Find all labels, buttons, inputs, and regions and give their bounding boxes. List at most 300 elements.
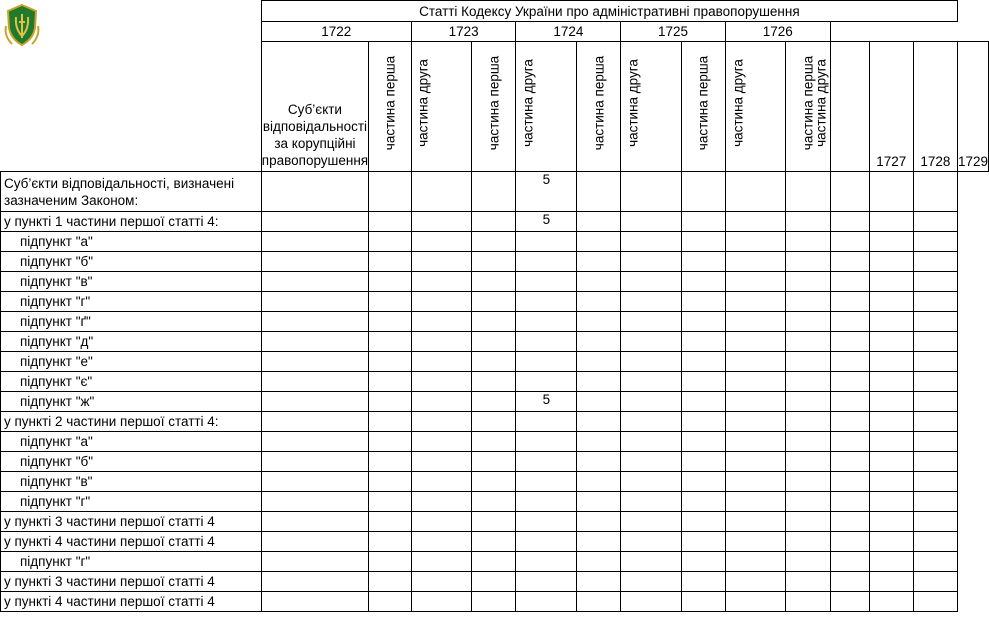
table-cell bbox=[369, 352, 412, 372]
table-cell bbox=[369, 572, 412, 592]
part-label: частина друга bbox=[415, 59, 431, 147]
table-cell bbox=[577, 592, 621, 612]
table-cell bbox=[830, 512, 869, 532]
table-cell bbox=[681, 512, 725, 532]
table-cell bbox=[621, 452, 681, 472]
table-cell bbox=[369, 512, 412, 532]
table-cell bbox=[869, 532, 913, 552]
table-row bbox=[1, 552, 989, 572]
table-cell bbox=[472, 172, 516, 212]
table-cell bbox=[261, 292, 368, 312]
table-cell bbox=[725, 552, 785, 572]
table-cell bbox=[681, 412, 725, 432]
table-cell bbox=[725, 412, 785, 432]
table-row bbox=[1, 532, 989, 552]
table-cell bbox=[786, 532, 830, 552]
table-cell bbox=[516, 232, 577, 252]
table-cell bbox=[472, 572, 516, 592]
table-cell bbox=[621, 212, 681, 232]
table-cell bbox=[830, 212, 869, 232]
table-cell bbox=[369, 472, 412, 492]
table-cell bbox=[786, 492, 830, 512]
table-cell bbox=[725, 212, 785, 232]
table-cell bbox=[681, 372, 725, 392]
table-cell bbox=[472, 272, 516, 292]
article-header: 1722 bbox=[261, 22, 411, 42]
table-cell bbox=[681, 472, 725, 492]
table-cell bbox=[869, 552, 913, 572]
table-cell bbox=[681, 572, 725, 592]
table-cell bbox=[577, 332, 621, 352]
table-cell bbox=[786, 172, 830, 212]
table-cell bbox=[261, 592, 368, 612]
table-cell bbox=[681, 532, 725, 552]
table-cell bbox=[369, 392, 412, 412]
table-cell bbox=[369, 432, 412, 452]
table-cell bbox=[516, 252, 577, 272]
table-cell bbox=[681, 292, 725, 312]
part-label: частина друга bbox=[520, 59, 536, 147]
table-cell bbox=[472, 492, 516, 512]
table-cell bbox=[369, 412, 412, 432]
table-cell bbox=[472, 472, 516, 492]
table-cell bbox=[516, 472, 577, 492]
table-cell bbox=[261, 312, 368, 332]
table-cell bbox=[411, 392, 471, 412]
table-cell bbox=[577, 492, 621, 512]
table-cell bbox=[516, 552, 577, 572]
table-cell bbox=[725, 332, 785, 352]
row-label: підпункт "б" bbox=[1, 452, 262, 472]
table-cell bbox=[411, 572, 471, 592]
table-cell bbox=[411, 332, 471, 352]
table-cell bbox=[261, 392, 368, 412]
table-cell bbox=[681, 232, 725, 252]
table-cell bbox=[869, 172, 913, 212]
table-row bbox=[1, 512, 989, 532]
table-row bbox=[1, 372, 989, 392]
table-cell bbox=[913, 432, 957, 452]
table-cell bbox=[261, 372, 368, 392]
table-cell bbox=[472, 592, 516, 612]
table-cell bbox=[681, 432, 725, 452]
table-cell bbox=[869, 332, 913, 352]
table-cell bbox=[725, 312, 785, 332]
table-cell bbox=[725, 572, 785, 592]
table-cell bbox=[369, 172, 412, 212]
table-cell bbox=[913, 332, 957, 352]
table-row bbox=[1, 312, 989, 332]
table-cell bbox=[913, 392, 957, 412]
table-cell bbox=[411, 532, 471, 552]
table-cell bbox=[621, 332, 681, 352]
row-header-label: Суб’єкти відповідальності за корупційні правопорушення bbox=[261, 42, 368, 172]
table-cell bbox=[472, 412, 516, 432]
table-cell bbox=[869, 572, 913, 592]
table-cell bbox=[516, 292, 577, 312]
table-cell bbox=[681, 272, 725, 292]
table-cell bbox=[725, 512, 785, 532]
table-cell bbox=[516, 412, 577, 432]
table-cell bbox=[786, 212, 830, 232]
table-row bbox=[1, 572, 989, 592]
table-cell bbox=[369, 592, 412, 612]
table-cell bbox=[786, 252, 830, 272]
table-cell bbox=[621, 312, 681, 332]
table-cell bbox=[411, 352, 471, 372]
table-cell bbox=[261, 232, 368, 252]
row-label: у пункті 3 частини першої статті 4 bbox=[1, 512, 262, 532]
table-cell bbox=[472, 512, 516, 532]
table-cell bbox=[516, 312, 577, 332]
table-cell bbox=[261, 272, 368, 292]
table-cell bbox=[577, 472, 621, 492]
part-one-header bbox=[577, 42, 621, 172]
table-cell: 5 bbox=[516, 392, 577, 412]
table-cell bbox=[830, 412, 869, 432]
table-cell bbox=[786, 412, 830, 432]
part-one-header bbox=[369, 42, 412, 172]
table-row bbox=[1, 472, 989, 492]
table-cell bbox=[830, 572, 869, 592]
part-label: частина друга bbox=[813, 59, 829, 147]
table-cell bbox=[411, 452, 471, 472]
table-cell bbox=[830, 352, 869, 372]
table-cell bbox=[913, 352, 957, 372]
table-cell bbox=[830, 472, 869, 492]
row-label: підпункт "б" bbox=[1, 252, 262, 272]
table-cell bbox=[725, 252, 785, 272]
table-cell bbox=[411, 412, 471, 432]
table-cell bbox=[830, 252, 869, 272]
table-cell bbox=[869, 372, 913, 392]
table-cell bbox=[516, 572, 577, 592]
table-cell bbox=[913, 572, 957, 592]
table-cell bbox=[411, 312, 471, 332]
table-cell bbox=[621, 272, 681, 292]
table-cell bbox=[411, 232, 471, 252]
part-label: частина перша bbox=[486, 55, 502, 151]
table-cell bbox=[577, 372, 621, 392]
table-cell bbox=[786, 472, 830, 492]
table-cell bbox=[369, 292, 412, 312]
table-cell bbox=[472, 312, 516, 332]
table-cell bbox=[621, 232, 681, 252]
table-cell bbox=[411, 372, 471, 392]
row-label: підпункт "г" bbox=[1, 552, 262, 572]
table-row bbox=[1, 412, 989, 432]
table-cell bbox=[516, 272, 577, 292]
table-cell bbox=[786, 592, 830, 612]
table-cell bbox=[725, 492, 785, 512]
table-cell bbox=[786, 452, 830, 472]
table-cell bbox=[725, 352, 785, 372]
table-row bbox=[1, 172, 989, 212]
table-cell bbox=[913, 592, 957, 612]
table-cell bbox=[621, 572, 681, 592]
table-cell bbox=[621, 412, 681, 432]
table-cell bbox=[516, 512, 577, 532]
row-label: підпункт "е" bbox=[1, 352, 262, 372]
row-label: підпункт "г" bbox=[1, 492, 262, 512]
table-cell bbox=[369, 332, 412, 352]
table-row bbox=[1, 352, 989, 372]
table-cell bbox=[786, 392, 830, 412]
table-cell bbox=[369, 272, 412, 292]
table-cell bbox=[577, 532, 621, 552]
table-title: Статті Кодексу України про адміністративні правопорушення bbox=[261, 1, 957, 22]
table-cell bbox=[369, 372, 412, 392]
single-article-header: 1728 bbox=[913, 42, 957, 172]
table-cell bbox=[621, 552, 681, 572]
table-cell bbox=[621, 592, 681, 612]
part-label: частина перша bbox=[695, 55, 711, 151]
table-cell bbox=[577, 432, 621, 452]
table-cell bbox=[786, 512, 830, 532]
article-header: 1726 bbox=[725, 22, 830, 42]
table-cell bbox=[621, 472, 681, 492]
table-cell bbox=[621, 492, 681, 512]
table-row bbox=[1, 592, 989, 612]
table-cell bbox=[725, 472, 785, 492]
article-header: 1725 bbox=[621, 22, 726, 42]
table-row bbox=[1, 232, 989, 252]
part-two-header bbox=[621, 42, 681, 172]
row-label: підпункт "в" bbox=[1, 272, 262, 292]
table-cell bbox=[830, 592, 869, 612]
table-cell bbox=[621, 292, 681, 312]
table-cell bbox=[830, 452, 869, 472]
table-cell bbox=[516, 432, 577, 452]
table-row bbox=[1, 292, 989, 312]
row-label: підпункт "д" bbox=[1, 332, 262, 352]
table-cell bbox=[725, 532, 785, 552]
table-cell bbox=[681, 312, 725, 332]
table-cell bbox=[369, 232, 412, 252]
table-cell bbox=[830, 532, 869, 552]
table-cell bbox=[577, 292, 621, 312]
table-cell bbox=[913, 492, 957, 512]
table-cell bbox=[830, 292, 869, 312]
table-cell bbox=[869, 392, 913, 412]
table-cell bbox=[411, 432, 471, 452]
table-cell bbox=[516, 532, 577, 552]
row-label: у пункті 4 частини першої статті 4 bbox=[1, 532, 262, 552]
table-row bbox=[1, 252, 989, 272]
table-cell bbox=[913, 172, 957, 212]
header-filler bbox=[830, 22, 957, 42]
table-cell bbox=[261, 352, 368, 372]
part-two-header bbox=[813, 42, 869, 172]
table-cell bbox=[869, 312, 913, 332]
row-label: у пункті 2 частини першої статті 4: bbox=[1, 412, 262, 432]
table-cell bbox=[869, 512, 913, 532]
part-one-header bbox=[681, 42, 725, 172]
table-cell bbox=[913, 312, 957, 332]
table-cell bbox=[577, 352, 621, 372]
table-cell bbox=[786, 332, 830, 352]
table-cell bbox=[577, 232, 621, 252]
table-cell bbox=[411, 172, 471, 212]
table-cell bbox=[913, 532, 957, 552]
table-cell bbox=[472, 372, 516, 392]
table-cell bbox=[261, 452, 368, 472]
row-label: у пункті 1 частини першої статті 4: bbox=[1, 212, 262, 232]
table-cell bbox=[681, 172, 725, 212]
table-cell bbox=[261, 172, 368, 212]
single-article-header: 1729 bbox=[957, 42, 988, 172]
single-article-header: 1727 bbox=[869, 42, 913, 172]
table-cell bbox=[681, 392, 725, 412]
table-cell bbox=[516, 332, 577, 352]
article-header: 1724 bbox=[516, 22, 621, 42]
table-cell bbox=[786, 312, 830, 332]
table-cell bbox=[869, 412, 913, 432]
table-row bbox=[1, 392, 989, 412]
table-cell bbox=[577, 312, 621, 332]
part-label: частина друга bbox=[729, 59, 745, 147]
table-cell bbox=[516, 352, 577, 372]
table-cell bbox=[725, 372, 785, 392]
table-cell bbox=[472, 292, 516, 312]
part-two-header bbox=[411, 42, 471, 172]
table-cell bbox=[472, 392, 516, 412]
table-cell: 5 bbox=[516, 212, 577, 232]
table-cell bbox=[681, 352, 725, 372]
table-cell bbox=[369, 312, 412, 332]
table-cell bbox=[411, 492, 471, 512]
part-label: частина перша bbox=[591, 55, 607, 151]
table-cell bbox=[261, 532, 368, 552]
table-cell bbox=[472, 252, 516, 272]
table-cell bbox=[621, 532, 681, 552]
table-cell bbox=[621, 172, 681, 212]
table-cell: 5 bbox=[516, 172, 577, 212]
table-cell bbox=[869, 212, 913, 232]
table-cell bbox=[681, 332, 725, 352]
table-cell bbox=[472, 232, 516, 252]
table-cell bbox=[681, 212, 725, 232]
table-cell bbox=[369, 212, 412, 232]
table-cell bbox=[913, 372, 957, 392]
table-cell bbox=[830, 232, 869, 252]
table-cell bbox=[725, 432, 785, 452]
table-cell bbox=[621, 392, 681, 412]
table-cell bbox=[681, 252, 725, 272]
table-cell bbox=[472, 212, 516, 232]
table-cell bbox=[913, 472, 957, 492]
table-cell bbox=[681, 552, 725, 572]
table-cell bbox=[369, 552, 412, 572]
row-label: підпункт "г" bbox=[1, 292, 262, 312]
table-cell bbox=[261, 432, 368, 452]
table-row bbox=[1, 272, 989, 292]
table-cell bbox=[577, 552, 621, 572]
table-cell bbox=[725, 232, 785, 252]
table-cell bbox=[681, 592, 725, 612]
table-cell bbox=[913, 272, 957, 292]
table-cell bbox=[913, 212, 957, 232]
row-label: у пункті 3 частини першої статті 4 bbox=[1, 572, 262, 592]
emblem-icon bbox=[2, 2, 42, 48]
table-cell bbox=[786, 432, 830, 452]
table-cell bbox=[411, 552, 471, 572]
table-cell bbox=[261, 252, 368, 272]
table-cell bbox=[725, 272, 785, 292]
row-label: Суб’єкти відповідальності, визначені зазначеним Законом: bbox=[1, 172, 262, 212]
table-cell bbox=[411, 512, 471, 532]
table-cell bbox=[261, 212, 368, 232]
table-row bbox=[1, 452, 989, 472]
table-row bbox=[1, 432, 989, 452]
part-one-header bbox=[472, 42, 516, 172]
table-cell bbox=[786, 552, 830, 572]
table-cell bbox=[577, 252, 621, 272]
table-row bbox=[1, 212, 989, 232]
table-cell bbox=[913, 412, 957, 432]
table-cell bbox=[869, 492, 913, 512]
table-cell bbox=[472, 552, 516, 572]
table-cell bbox=[621, 432, 681, 452]
table-cell bbox=[830, 312, 869, 332]
table-row bbox=[1, 332, 989, 352]
table-cell bbox=[725, 592, 785, 612]
table-cell bbox=[830, 372, 869, 392]
table-cell bbox=[411, 212, 471, 232]
table-cell bbox=[621, 352, 681, 372]
table-cell bbox=[869, 352, 913, 372]
table-cell bbox=[472, 332, 516, 352]
part-label: частина перша bbox=[800, 55, 816, 151]
table-cell bbox=[261, 332, 368, 352]
table-cell bbox=[411, 252, 471, 272]
table-cell bbox=[830, 172, 869, 212]
table-cell bbox=[621, 252, 681, 272]
table-cell bbox=[577, 412, 621, 432]
table-cell bbox=[786, 232, 830, 252]
table-cell bbox=[411, 592, 471, 612]
table-cell bbox=[830, 332, 869, 352]
table-cell bbox=[472, 432, 516, 452]
table-cell bbox=[261, 552, 368, 572]
table-cell bbox=[869, 452, 913, 472]
table-cell bbox=[516, 372, 577, 392]
row-label: підпункт "в" bbox=[1, 472, 262, 492]
table-row bbox=[1, 492, 989, 512]
table-cell bbox=[369, 492, 412, 512]
row-label: підпункт "ж" bbox=[1, 392, 262, 412]
row-label: підпункт "є" bbox=[1, 372, 262, 392]
table-cell bbox=[411, 272, 471, 292]
table-cell bbox=[261, 572, 368, 592]
table-cell bbox=[869, 592, 913, 612]
table-cell bbox=[786, 352, 830, 372]
table-cell bbox=[830, 552, 869, 572]
article-header: 1723 bbox=[411, 22, 516, 42]
table-cell bbox=[830, 272, 869, 292]
table-cell bbox=[786, 372, 830, 392]
table-cell bbox=[516, 592, 577, 612]
table-cell bbox=[830, 432, 869, 452]
row-label: підпункт "а" bbox=[1, 232, 262, 252]
table-cell bbox=[577, 172, 621, 212]
table-cell bbox=[725, 172, 785, 212]
table-cell bbox=[261, 512, 368, 532]
table-cell bbox=[913, 512, 957, 532]
table-cell bbox=[369, 532, 412, 552]
table-cell bbox=[869, 292, 913, 312]
table-cell bbox=[681, 492, 725, 512]
